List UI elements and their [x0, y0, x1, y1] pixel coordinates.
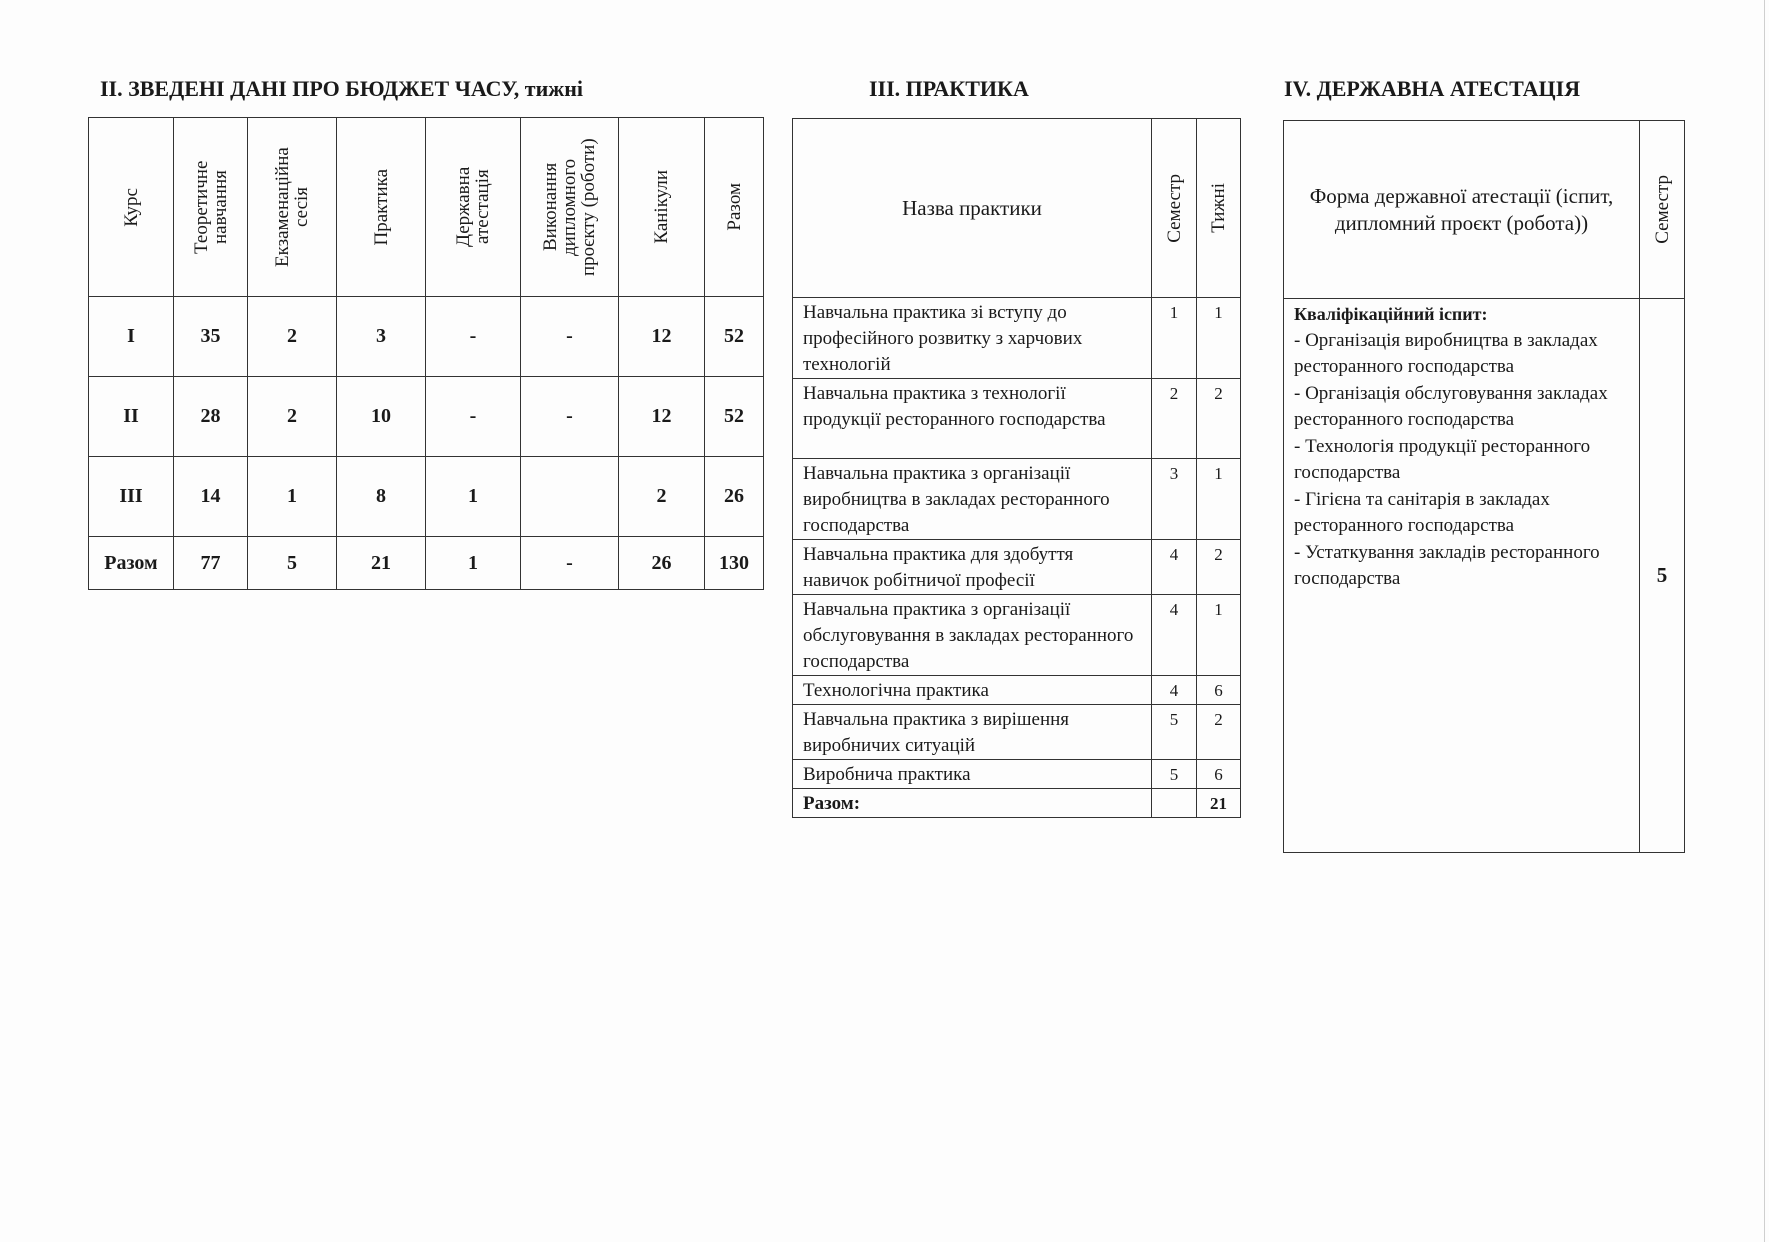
cell: 26: [619, 537, 705, 590]
exam-item: - Гігієна та санітарія в закладах ресторанного господарства: [1294, 488, 1550, 536]
budget-row: [89, 297, 764, 377]
attestation-table: [1283, 120, 1685, 853]
attestation-header-row: [1284, 121, 1685, 299]
exam-item: - Організація виробництва в закладах ресторанного господарства: [1294, 329, 1598, 377]
cell: 28: [174, 377, 248, 457]
cell: Разом: [89, 537, 174, 590]
form-heading: Кваліфікаційний іспит:: [1294, 304, 1488, 324]
cell: 12: [619, 297, 705, 377]
cell: Навчальна практика з організації обслуговування в закладах ресторанного господарства: [793, 595, 1152, 676]
cell: 4: [1152, 676, 1197, 705]
budget-header: Канікули: [619, 118, 705, 297]
practice-header-name: Назва практики: [793, 119, 1152, 298]
cell: 2: [1152, 379, 1197, 459]
cell: 1: [1197, 459, 1241, 540]
practice-row: [793, 595, 1241, 676]
cell: 2: [1197, 540, 1241, 595]
budget-total-row: [89, 537, 764, 590]
cell: 1: [1152, 298, 1197, 379]
cell: 12: [619, 377, 705, 457]
cell: 14: [174, 457, 248, 537]
exam-item: - Організація обслуговування закладах ресторанного господарства: [1294, 382, 1608, 430]
cell: 4: [1152, 595, 1197, 676]
cell: Навчальна практика для здобуття навичок робітничої професії: [793, 540, 1152, 595]
practice-row: [793, 676, 1241, 705]
cell: 1: [248, 457, 337, 537]
practice-table: [792, 118, 1241, 818]
cell: -: [521, 537, 619, 590]
attestation-header-form: Форма державної атестації (іспит, дипломний проєкт (робота)): [1284, 121, 1640, 299]
practice-row: [793, 298, 1241, 379]
cell: III: [89, 457, 174, 537]
budget-header: Разом: [705, 118, 764, 297]
cell: -: [426, 297, 521, 377]
practice-row: [793, 379, 1241, 459]
cell: [1152, 789, 1197, 818]
budget-header: Курс: [89, 118, 174, 297]
budget-row: [89, 457, 764, 537]
attestation-title: IV. ДЕРЖАВНА АТЕСТАЦІЯ: [1284, 76, 1581, 101]
budget-header: Виконання дипломного проєкту (роботи): [521, 118, 619, 297]
practice-row: [793, 760, 1241, 789]
budget-header: Практика: [337, 118, 426, 297]
exam-item: - Устаткування закладів ресторанного господарства: [1294, 541, 1600, 589]
cell: 3: [337, 297, 426, 377]
cell: -: [521, 377, 619, 457]
cell: 2: [248, 377, 337, 457]
cell: Навчальна практика з вирішення виробничих ситуацій: [793, 705, 1152, 760]
practice-header-row: [793, 119, 1241, 298]
practice-header-semester: Семестр: [1152, 119, 1197, 298]
cell: 26: [705, 457, 764, 537]
practice-total-row: [793, 789, 1241, 818]
exam-item: - Технологія продукції ресторанного господарства: [1294, 435, 1591, 483]
attestation-semester: 5: [1640, 299, 1685, 853]
cell: -: [426, 377, 521, 457]
cell: 5: [1152, 760, 1197, 789]
budget-header: Теоретичне навчання: [174, 118, 248, 297]
budget-header: Екзаменаційна сесія: [248, 118, 337, 297]
attestation-row: [1284, 299, 1685, 853]
budget-header-row: [89, 118, 764, 297]
cell: -: [521, 297, 619, 377]
cell: Разом:: [793, 789, 1152, 818]
cell: 1: [1197, 298, 1241, 379]
cell: 21: [1197, 789, 1241, 818]
cell: 21: [337, 537, 426, 590]
cell: I: [89, 297, 174, 377]
practice-header-weeks: Тижні: [1197, 119, 1241, 298]
cell: II: [89, 377, 174, 457]
cell: Технологічна практика: [793, 676, 1152, 705]
cell: 5: [1152, 705, 1197, 760]
practice-row: [793, 705, 1241, 760]
cell: 2: [248, 297, 337, 377]
cell: 8: [337, 457, 426, 537]
practice-title: III. ПРАКТИКА: [869, 76, 1029, 101]
cell: 35: [174, 297, 248, 377]
page-edge: [1764, 0, 1765, 1242]
cell: 130: [705, 537, 764, 590]
cell: 3: [1152, 459, 1197, 540]
cell: Навчальна практика зі вступу до професійного розвитку з харчових технологій: [793, 298, 1152, 379]
cell: 1: [426, 537, 521, 590]
cell: 5: [248, 537, 337, 590]
cell: 52: [705, 297, 764, 377]
budget-title: II. ЗВЕДЕНІ ДАНІ ПРО БЮДЖЕТ ЧАСУ, тижні: [100, 76, 584, 101]
attestation-header-semester: Семестр: [1640, 121, 1685, 299]
budget-row: [89, 377, 764, 457]
practice-row: [793, 540, 1241, 595]
cell: 10: [337, 377, 426, 457]
cell: 6: [1197, 760, 1241, 789]
cell: Навчальна практика з організації виробництва в закладах ресторанного господарства: [793, 459, 1152, 540]
cell: 2: [1197, 379, 1241, 459]
cell: 2: [1197, 705, 1241, 760]
cell: 4: [1152, 540, 1197, 595]
cell: 77: [174, 537, 248, 590]
cell: 1: [1197, 595, 1241, 676]
cell: 6: [1197, 676, 1241, 705]
budget-table: [88, 117, 764, 590]
cell: [521, 457, 619, 537]
practice-row: [793, 459, 1241, 540]
budget-header: Державна атестація: [426, 118, 521, 297]
cell: 2: [619, 457, 705, 537]
cell: 1: [426, 457, 521, 537]
cell: 52: [705, 377, 764, 457]
cell: Виробнича практика: [793, 760, 1152, 789]
cell: Навчальна практика з технології продукції ресторанного господарства: [793, 379, 1152, 459]
attestation-form-cell: [1284, 299, 1640, 853]
